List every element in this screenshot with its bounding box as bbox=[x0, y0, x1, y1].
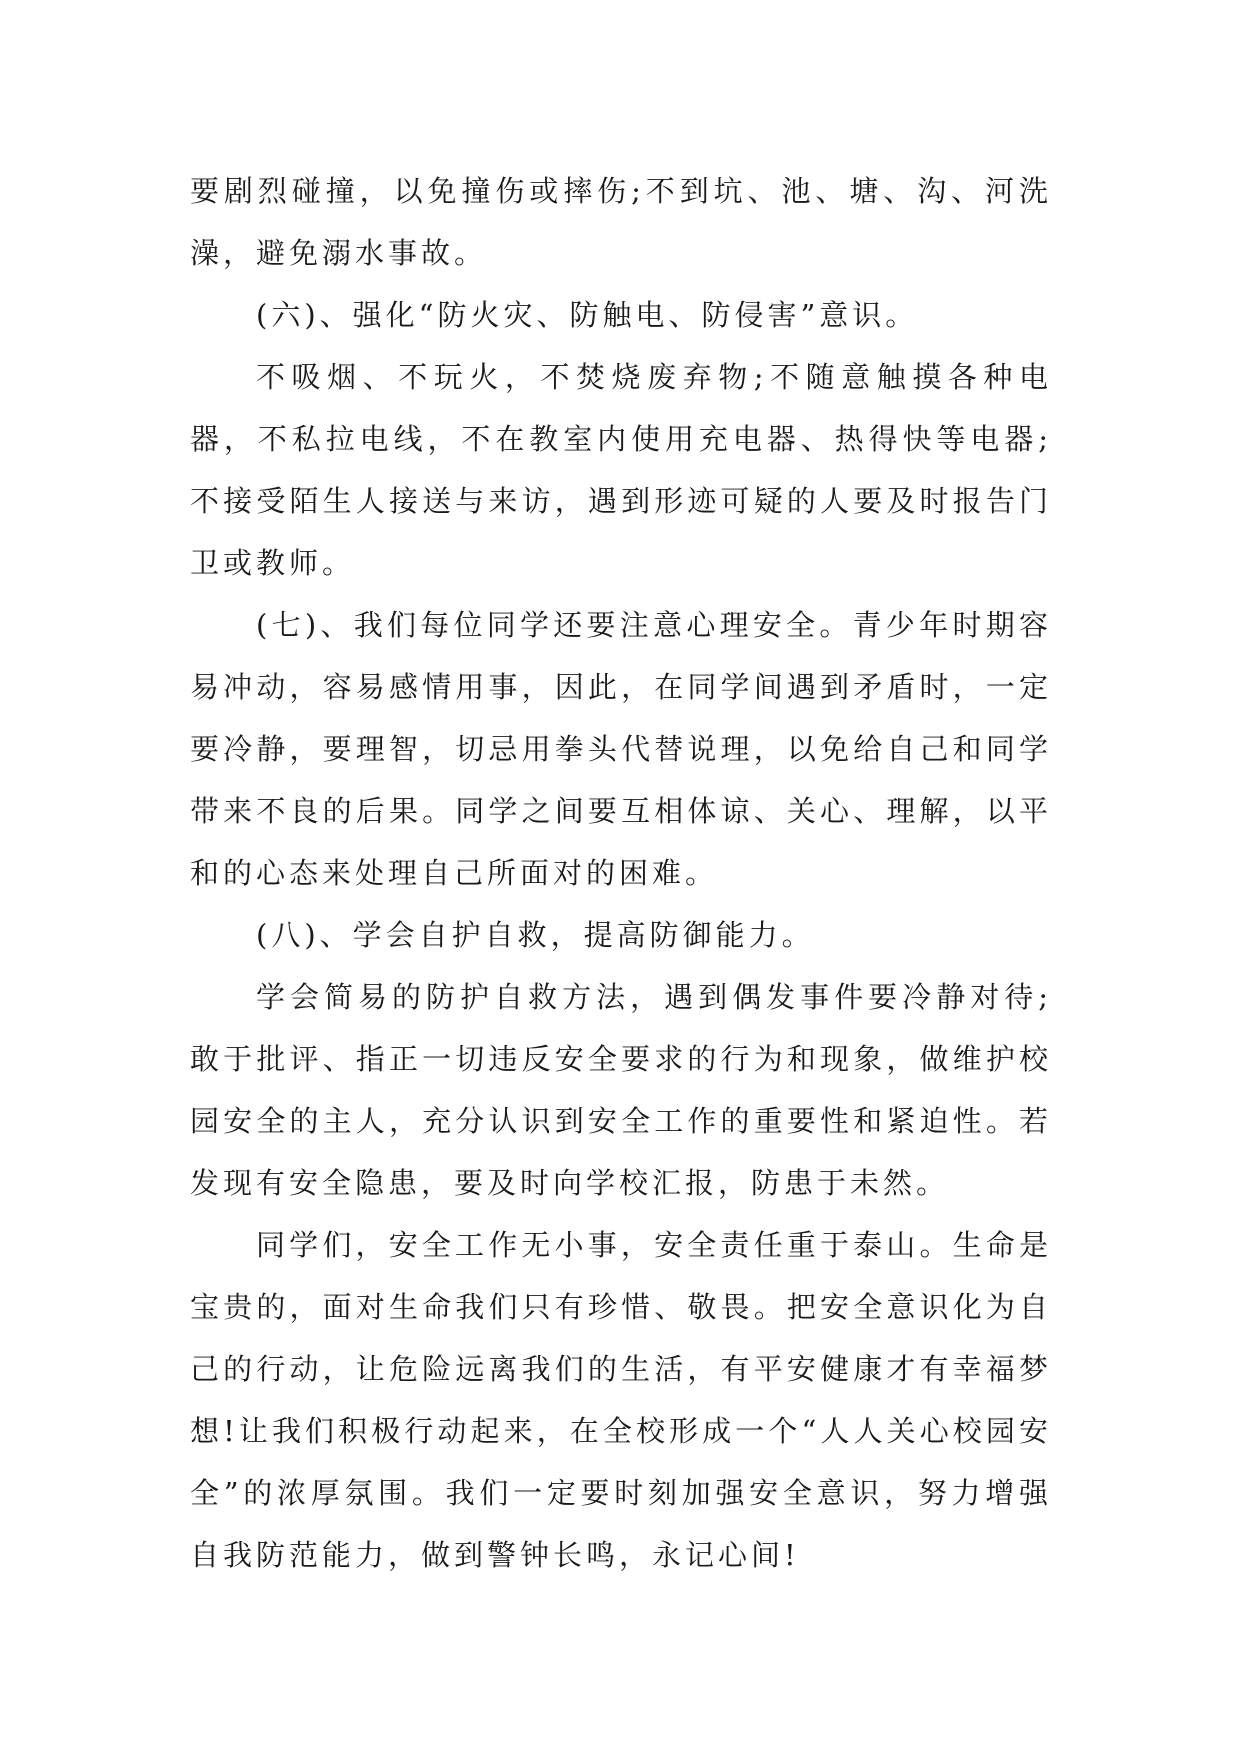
paragraph-item-seven: (七)、我们每位同学还要注意心理安全。青少年时期容易冲动，容易感情用事，因此，在同学间遇到矛盾时，一定要冷静，要理智，切忌用拳头代替说理，以免给自己和同学带来不良的后果。同学之间要互相体谅、关心、理解，以平和的心态来处理自己所面对的困难。 bbox=[190, 608, 1052, 890]
paragraph-continuation: 要剧烈碰撞，以免撞伤或摔伤;不到坑、池、塘、沟、河洗澡，避免溺水事故。 bbox=[190, 174, 1052, 270]
paragraph-closing: 同学们，安全工作无小事，安全责任重于泰山。生命是宝贵的，面对生命我们只有珍惜、敬畏。把安全意识化为自己的行动，让危险远离我们的生活，有平安健康才有幸福梦想!让我们积极行动起来，在全校形成一个“人人关心校园安全”的浓厚氛围。我们一定要时刻加强安全意识，努力增强自我防范能力，做到警钟长鸣，永记心间! bbox=[190, 1228, 1052, 1572]
document-body bbox=[190, 160, 1052, 1586]
heading-item-six: (六)、强化“防火灾、防触电、防侵害”意识。 bbox=[256, 298, 919, 332]
paragraph-fire-safety: 不吸烟、不玩火，不焚烧废弃物;不随意触摸各种电器，不私拉电线，不在教室内使用充电器、热得快等电器;不接受陌生人接送与来访，遇到形迹可疑的人要及时报告门卫或教师。 bbox=[190, 360, 1052, 580]
paragraph-self-rescue: 学会简易的防护自救方法，遇到偶发事件要冷静对待;敢于批评、指正一切违反安全要求的行为和现象，做维护校园安全的主人，充分认识到安全工作的重要性和紧迫性。若发现有安全隐患，要及时向学校汇报，防患于未然。 bbox=[190, 980, 1052, 1200]
heading-item-eight: (八)、学会自护自救，提高防御能力。 bbox=[256, 918, 815, 952]
